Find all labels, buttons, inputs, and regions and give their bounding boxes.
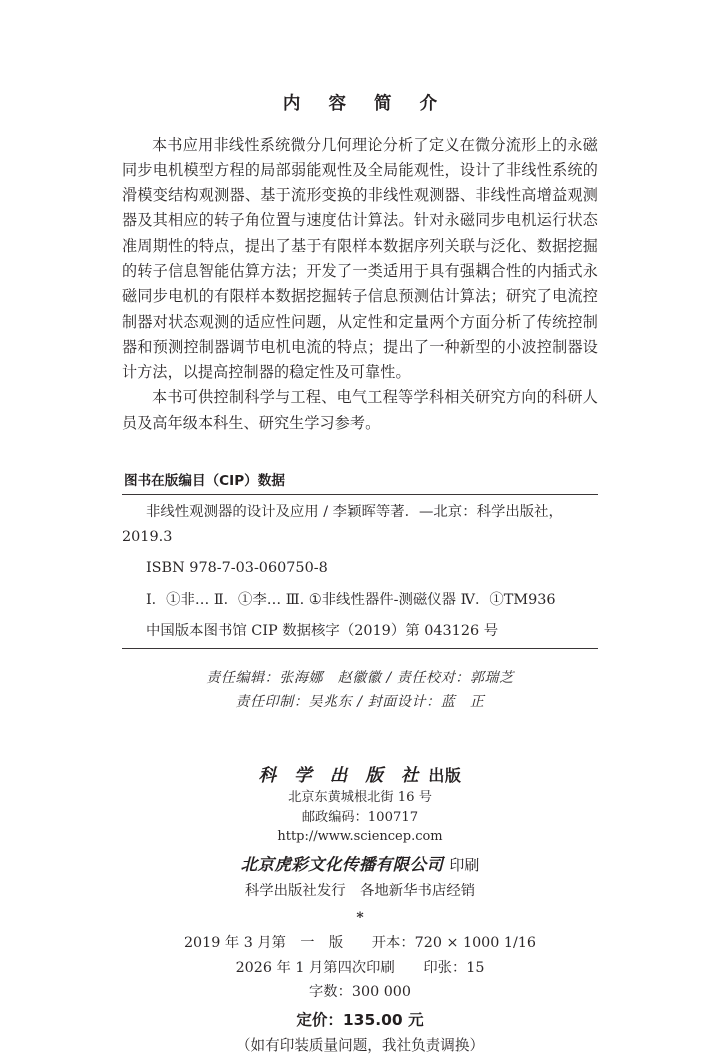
staff-credits [122,649,598,714]
cip-spacer-1 [122,549,598,556]
abstract-paragraph-1: 本书应用非线性系统微分几何理论分析了定义在微分流形上的永磁同步电机模型方程的局部弱能观性及全局能观性，设计了非线性系统的滑模变结构观测器、基于流形变换的非线性观测器、非线性高增益观测器及其相应的转子角位置与速度估计算法。针对永磁同步电机运行状态准周期性的特点，提出了基于有限样本数据序列关联与泛化、数据挖掘的转子信息智能估算方法；开发了一类适用于具有强耦合性的内插式永磁同步电机的有限样本数据挖掘转子信息预测估计算法；研究了电流控制器对状态观测的适应性问题，从定性和定量两个方面分析了传统控制器和预测控制器调节电机电流的特点；提出了一种新型的小波控制器设计方法，以提高控制器的稳定性及可靠性。 [122,135,598,382]
cip-body [122,495,598,644]
publisher-address: 北京东黄城根北街 16 号 [288,790,432,806]
wordcount-line: 字数：300 000 [308,984,411,1001]
cip-spacer-3 [122,612,598,619]
cip-heading: 图书在版编目（CIP）数据 [124,473,285,490]
exchange-note: （如有印装质量问题，我社负责调换） [235,1036,485,1054]
publisher-url[interactable]: http://www.sciencep.com [277,829,443,845]
printer-company-name: 北京虎彩文化传播有限公司 [240,855,444,875]
abstract-section [122,114,598,437]
cip-block [122,471,598,649]
cip-registry-line: 中国版本图书馆 CIP 数据核字（2019）第 043126 号 [146,623,499,640]
cip-spacer-2 [122,581,598,588]
abstract-paragraph-2: 本书可供控制科学与工程、电气工程等学科相关研究方向的科研人员及高年级本科生、研究生学习参考。 [122,388,598,432]
edition-line: 2019 年 3 月第 一 版 开本：720 × 1000 1/16 [183,935,537,952]
colophon [122,714,598,1059]
printer-line [122,847,598,878]
separator-asterisk: * [356,910,364,927]
price-line: 定价：135.00 元 [296,1010,424,1029]
cip-isbn-line: ISBN 978-7-03-060750-8 [146,560,328,577]
publisher-postcode: 邮政编码：100717 [301,809,419,825]
page-title: 内 容 简 介 [282,94,449,114]
cip-classification-line: Ⅰ．①非… Ⅱ．①李… Ⅲ. ①非线性器件-测磁仪器 Ⅳ．①TM936 [146,591,556,608]
cip-title-line: 非线性观测器的设计及应用 / 李颖晖等著．—北京：科学出版社， [146,504,563,521]
publisher-suffix: 出版 [428,766,462,786]
content-column [122,0,598,1059]
publisher-line [122,764,598,788]
cip-date-line: 2019.3 [122,528,173,545]
credits-production-line: 责任印制：吴兆东 / 封面设计：蓝 正 [235,694,485,711]
printing-line: 2026 年 1 月第四次印刷 印张：15 [235,959,485,976]
credits-editor-line: 责任编辑：张海娜 赵徽徽 / 责任校对：郭瑞芝 [206,670,514,687]
printer-suffix: 印刷 [449,856,480,875]
distribution-line: 科学出版社发行 各地新华书店经销 [244,883,476,900]
publisher-logo-text: 科 学 出 版 社 [258,766,425,787]
